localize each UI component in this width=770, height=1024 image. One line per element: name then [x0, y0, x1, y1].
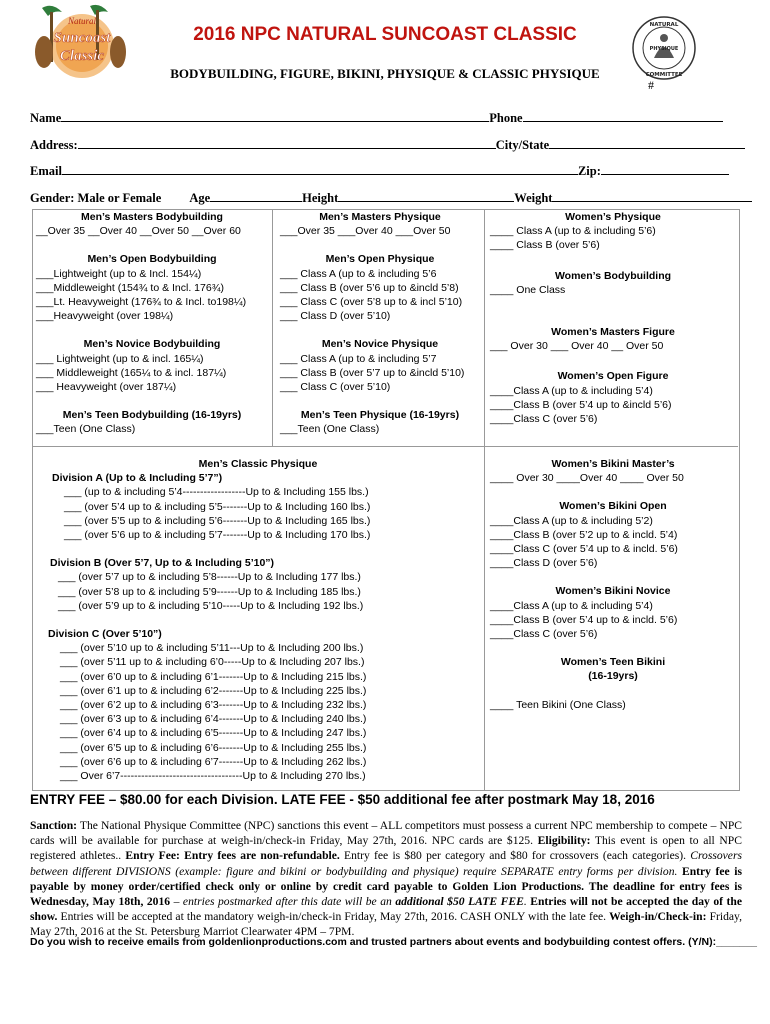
weight-class-option[interactable]: ___ (over 5’10 up to & including 5’11---Up to & Including 200 lbs.): [60, 642, 364, 655]
name-field-row: [30, 110, 723, 126]
mens-masters-bodybuilding-options[interactable]: __Over 35 __Over 40 __Over 50 __Over 60: [36, 225, 241, 238]
class-option[interactable]: ___ Class C (over 5’10): [280, 381, 391, 394]
mens-teen-bodybuilding-heading: Men’s Teen Bodybuilding (16-19yrs): [62, 409, 242, 422]
entry-fee-label: Entry Fee: Entry fees are non-refundable.: [125, 849, 340, 863]
class-option[interactable]: ___Lightweight (up to & Incl. 154¼): [36, 267, 202, 280]
class-option[interactable]: ___ Middleweight (165¼ to & incl. 187¼): [36, 366, 227, 379]
weight-class-option[interactable]: ___ (over 6’3 up to & including 6’4-------Up to & Including 240 lbs.): [60, 713, 367, 726]
acceptance-text: Entries will be accepted at the mandatory weigh-in/check-in Friday, May 27th, 2016. CASH ONLY with the late fee.: [57, 910, 610, 924]
weigh-in-text: Friday, May 27th, 2016 at the St. Petersburg Marriot Clearwater 4PM – 7PM.: [30, 910, 742, 939]
zip-label: Zip:: [577, 164, 601, 178]
mens-novice-bodybuilding-heading: Men’s Novice Bodybuilding: [83, 338, 221, 351]
class-option[interactable]: ____Class B (over 5’4 up to & incld. 5’6): [490, 613, 678, 626]
class-option[interactable]: ____Class C (over 5’4 up to & incld. 5’6): [490, 543, 678, 556]
class-option[interactable]: ___Teen (One Class): [280, 423, 380, 436]
city-state-label: City/State: [495, 138, 550, 152]
dash: –: [170, 895, 183, 909]
svg-text:COMMITTEE: COMMITTEE: [645, 72, 683, 78]
class-option[interactable]: ____ Teen Bikini (One Class): [490, 698, 626, 711]
class-option[interactable]: ____Class A (up to & including 5’4): [490, 599, 653, 612]
womens-masters-figure-heading: Women’s Masters Figure: [551, 326, 675, 339]
womens-bodybuilding-heading: Women’s Bodybuilding: [554, 269, 672, 282]
phone-field[interactable]: [523, 110, 723, 122]
phone-label: Phone: [489, 111, 523, 125]
column-divider: [272, 210, 273, 446]
svg-text:PHYSIQUE: PHYSIQUE: [649, 46, 679, 52]
address-label: Address:: [30, 138, 78, 152]
email-field[interactable]: [62, 163, 578, 175]
class-option[interactable]: ____Class D (over 5’6): [490, 557, 598, 570]
class-option[interactable]: ____Class B (over 5’2 up to & incld. 5’4): [490, 528, 678, 541]
class-option[interactable]: ____ Class A (up to & including 5’6): [490, 225, 656, 238]
sanction-label: Sanction:: [30, 819, 78, 832]
class-option[interactable]: ___Middleweight (154¾ to & Incl. 176¾): [36, 281, 224, 294]
entry-fee-notice: ENTRY FEE – $80.00 for each Division. LATE FEE - $50 additional fee after postmark May 18, 2016: [30, 792, 655, 807]
weight-class-option[interactable]: ___ (over 6’6 up to & including 6’7-------Up to & Including 262 lbs.): [60, 755, 367, 768]
mens-classic-physique-section: [36, 457, 480, 783]
rules-paragraph: [30, 818, 742, 940]
weight-class-option[interactable]: ___ (over 5’9 up to & including 5’10-----Up to & Including 192 lbs.): [58, 599, 364, 612]
womens-teen-bikini-age: (16-19yrs): [588, 670, 638, 683]
crossover-note: Crossovers between different DIVISIONS (example: figure and bikini or bodybuilding and physique) require SEPARATE entry forms per division.: [30, 849, 742, 878]
womens-bikini-novice-heading: Women’s Bikini Novice: [555, 585, 671, 598]
class-option[interactable]: ____ One Class: [490, 283, 566, 296]
weight-class-option[interactable]: ___ (up to & including 5’4------------------Up to & Including 155 lbs.): [64, 486, 369, 499]
svg-text:Natural: Natural: [67, 16, 97, 26]
weight-label: Weight: [514, 191, 553, 205]
age-label: Age: [189, 191, 211, 205]
weight-class-option[interactable]: ___ (over 6’4 up to & including 6’5-------Up to & Including 247 lbs.): [60, 727, 367, 740]
class-option[interactable]: ___ Class D (over 5’10): [280, 310, 391, 323]
class-option[interactable]: ____Class C (over 5’6): [490, 628, 598, 641]
mens-physique-column: [280, 210, 480, 437]
weight-class-option[interactable]: ___ (over 5’6 up to & including 5’7-------Up to & Including 170 lbs.): [64, 529, 371, 542]
class-option[interactable]: ____ Class B (over 5’6): [490, 239, 600, 252]
class-option[interactable]: ___Lt. Heavyweight (176¾ to & Incl. to198¼): [36, 296, 247, 309]
class-option[interactable]: ___ Class B (over 5’7 up to &incld 5’10): [280, 366, 465, 379]
row-divider: [485, 446, 738, 447]
division-b-heading: Division B (Over 5’7, Up to & Including 5’10”): [50, 557, 275, 570]
svg-text:Classic: Classic: [59, 48, 105, 64]
womens-bikini-open-heading: Women’s Bikini Open: [559, 500, 667, 513]
name-field[interactable]: [61, 110, 489, 122]
email-label: Email: [30, 164, 62, 178]
row-divider: [33, 446, 485, 447]
mens-masters-physique-heading: Men’s Masters Physique: [319, 211, 441, 223]
weight-class-option[interactable]: ___ (over 6’2 up to & including 6’3-------Up to & Including 232 lbs.): [60, 699, 367, 712]
class-option[interactable]: ____Class A (up to & including 5’4): [490, 384, 653, 397]
class-option[interactable]: ___ Class A (up to & including 5’6: [280, 267, 437, 280]
weight-class-option[interactable]: ___ (over 6’0 up to & including 6’1-------Up to & Including 215 lbs.): [60, 670, 367, 683]
email-field-row: [30, 163, 729, 179]
entry-fee-text: Entry fee is $80 per category and $80 for crossovers (each categories).: [339, 849, 691, 863]
weight-class-option[interactable]: ___ (over 5’8 up to & including 5’9------Up to & Including 185 lbs.): [58, 585, 361, 598]
class-option[interactable]: ___ Lightweight (up to & incl. 165¼): [36, 352, 204, 365]
weight-class-option[interactable]: ___ (over 6’5 up to & including 6’6-------Up to & Including 255 lbs.): [60, 741, 367, 754]
class-option[interactable]: ___Heavyweight (over 198¼): [36, 310, 174, 323]
class-option[interactable]: ___ Class A (up to & including 5’7: [280, 352, 437, 365]
weigh-in-label: Weigh-in/Check-in:: [609, 910, 707, 924]
weight-class-option[interactable]: ___ Over 6’7-----------------------------------Up to & Including 270 lbs.): [60, 770, 366, 783]
gender-label: Gender: Male or Female: [30, 191, 162, 205]
payment-deadline: Entry fee is payable by money order/certified check only or online by credit card payable to Golden Lion Productions. The deadline for entry fees is Wednesday, May 18th, 2016: [30, 864, 742, 909]
weight-class-option[interactable]: ___ (over 5’11 up to & including 6’0-----Up to & Including 207 lbs.): [60, 656, 365, 669]
division-a-heading: Division A (Up to & Including 5’7”): [52, 472, 223, 485]
name-label: Name: [30, 111, 62, 125]
division-c-heading: Division C (Over 5’10”): [48, 628, 162, 641]
womens-physique-heading: Women’s Physique: [565, 211, 661, 223]
class-option[interactable]: ____Class B (over 5’4 up to &incld 5’6): [490, 398, 672, 411]
late-fee-amount: additional $50 LATE FEE: [395, 895, 524, 909]
svg-text:NATURAL: NATURAL: [649, 22, 679, 28]
eligibility-text: This event is open to all NPC registered athletes..: [30, 834, 742, 863]
period: .: [523, 895, 531, 909]
eligibility-label: Eligibility:: [537, 834, 591, 848]
womens-bikini-masters-options[interactable]: ____ Over 30 ____Over 40 ____ Over 50: [490, 472, 684, 485]
weight-class-option[interactable]: ___ (over 5’5 up to & including 5’6-------Up to & Including 165 lbs.): [64, 514, 371, 527]
mens-open-bodybuilding-heading: Men’s Open Bodybuilding: [87, 253, 217, 266]
gender-field-row: [30, 190, 752, 206]
mens-novice-physique-heading: Men’s Novice Physique: [321, 338, 439, 351]
class-option[interactable]: ____Class A (up to & including 5’2): [490, 514, 653, 527]
column-divider: [484, 210, 485, 790]
mens-masters-bodybuilding-heading: Men’s Masters Bodybuilding: [81, 211, 223, 223]
zip-field[interactable]: [601, 163, 729, 175]
address-field[interactable]: [78, 137, 496, 149]
document-subtitle: BODYBUILDING, FIGURE, BIKINI, PHYSIQUE & CLASSIC PHYSIQUE: [170, 66, 600, 81]
womens-open-figure-heading: Women’s Open Figure: [557, 370, 669, 383]
mens-masters-physique-options[interactable]: ___Over 35 ___Over 40 ___Over 50: [280, 225, 451, 238]
late-fee-note: entries postmarked after this date will be an: [182, 895, 396, 909]
class-option[interactable]: ____Class C (over 5’6): [490, 413, 598, 426]
class-option[interactable]: ___ Heavyweight (over 187¼): [36, 381, 177, 394]
class-option[interactable]: ___ Class B (over 5’6 up to &incld 5’8): [280, 281, 459, 294]
weight-class-option[interactable]: ___ (over 5’7 up to & including 5’8------Up to & Including 177 lbs.): [58, 571, 361, 584]
class-option[interactable]: ___Teen (One Class): [36, 423, 136, 436]
no-same-day-entries: Entries will not be accepted the day of the show.: [30, 895, 743, 924]
weight-field[interactable]: [552, 190, 752, 202]
weight-class-option[interactable]: ___ (over 6’1 up to & including 6’2-------Up to & Including 225 lbs.): [60, 684, 367, 697]
entry-number-label: #: [648, 78, 654, 92]
womens-physique-figure-column: [490, 210, 736, 426]
weight-class-option[interactable]: ___ (over 5’4 up to & including 5’5-------Up to & Including 160 lbs.): [64, 500, 371, 513]
sanction-text: The National Physique Committee (NPC) sanctions this event – ALL competitors must possess a current NPC membership to compete – NPC cards will be available for purchase at weigh-in/check-in Friday, May 27th, 2016. NPC cards are $125.: [30, 819, 742, 848]
mens-teen-physique-heading: Men’s Teen Physique (16-19yrs): [300, 409, 460, 422]
mens-bodybuilding-column: [36, 210, 268, 437]
womens-masters-figure-options[interactable]: ___ Over 30 ___ Over 40 __ Over 50: [490, 340, 664, 353]
height-label: Height: [302, 191, 339, 205]
email-opt-in-question[interactable]: Do you wish to receive emails from goldenlionproductions.com and trusted partners about events and bodybuilding contest offers. (Y/N):_______: [30, 936, 757, 948]
womens-bikini-column: [490, 457, 736, 712]
mens-open-physique-heading: Men’s Open Physique: [325, 253, 435, 266]
womens-teen-bikini-heading: Women’s Teen Bikini: [560, 656, 666, 669]
height-field[interactable]: [338, 190, 514, 202]
mens-classic-physique-heading: Men’s Classic Physique: [198, 458, 318, 470]
svg-text:Suncoast: Suncoast: [53, 30, 111, 46]
document-title: 2016 NPC NATURAL SUNCOAST CLASSIC: [193, 24, 577, 45]
age-field[interactable]: [210, 190, 302, 202]
address-field-row: [30, 137, 745, 153]
womens-bikini-masters-heading: Women’s Bikini Master’s: [551, 458, 675, 470]
city-state-field[interactable]: [549, 137, 745, 149]
class-option[interactable]: ___ Class C (over 5’8 up to & incl 5’10): [280, 296, 463, 309]
